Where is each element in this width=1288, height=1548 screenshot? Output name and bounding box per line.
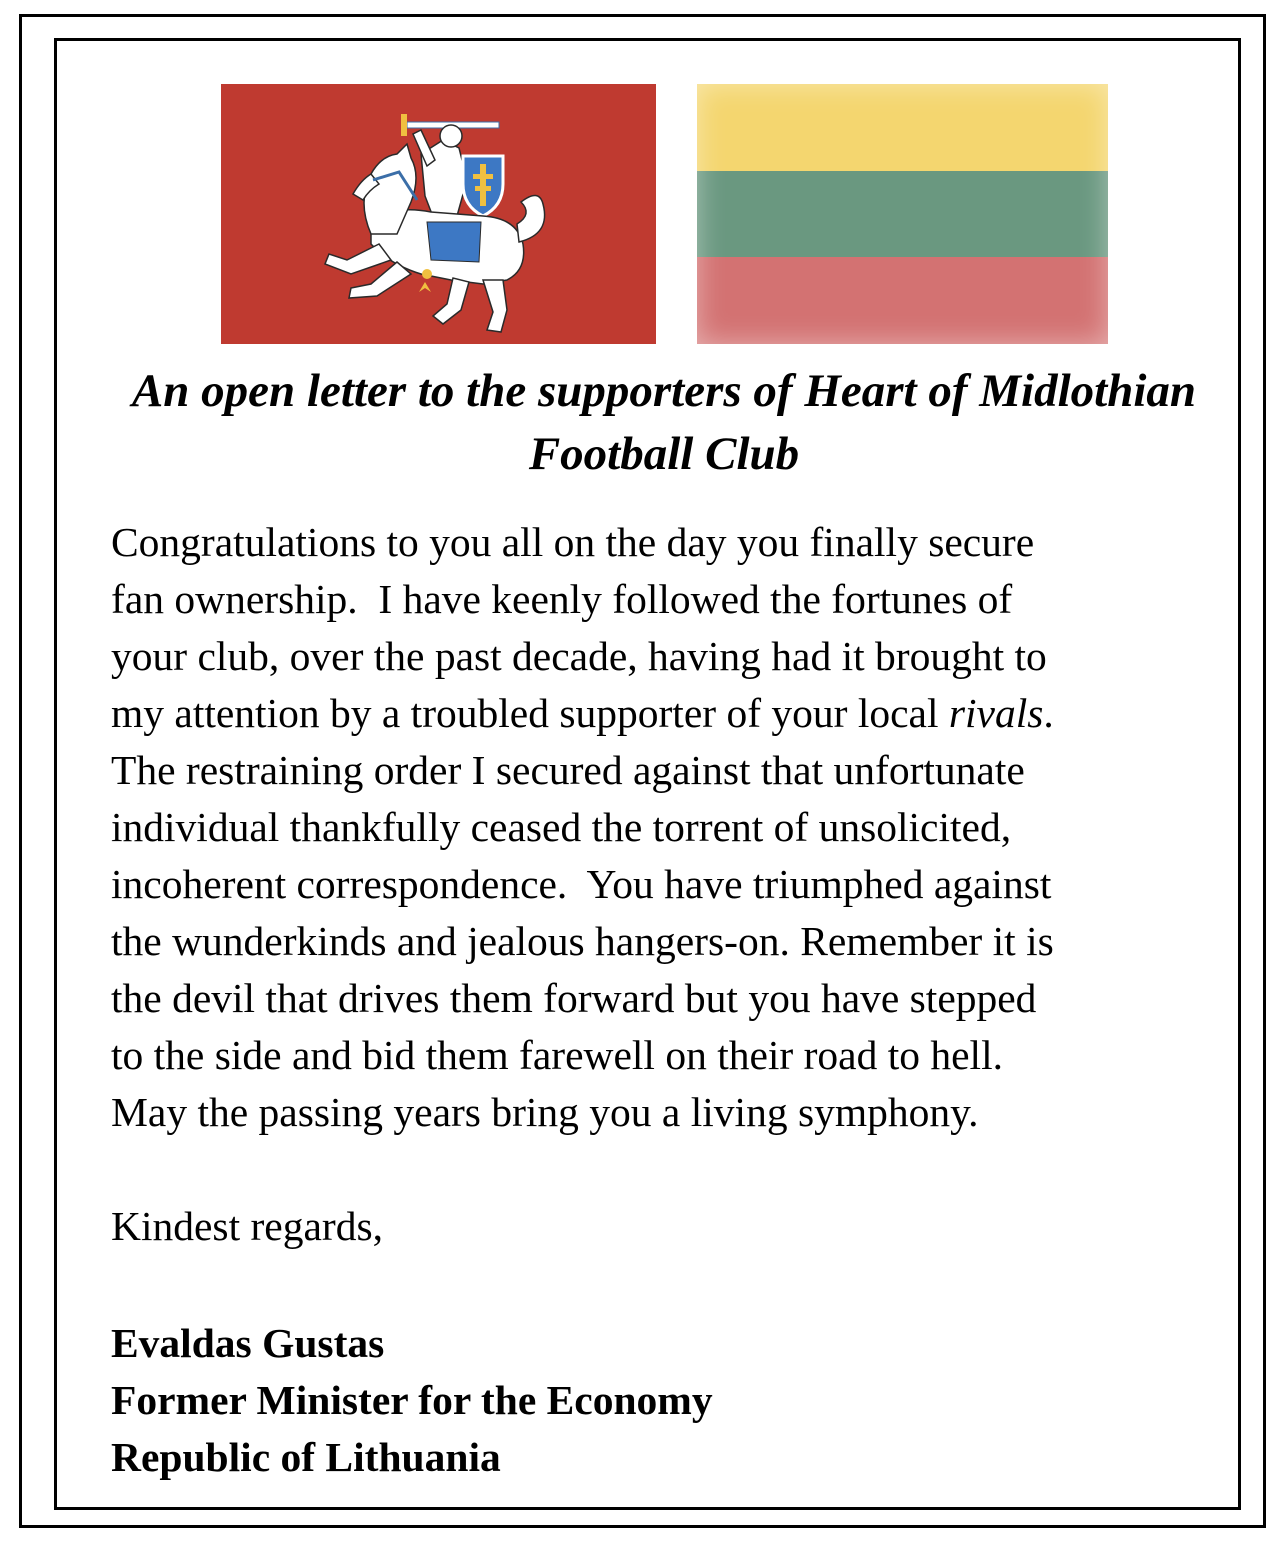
signature-title: Former Minister for the Economy — [111, 1377, 713, 1423]
italic-rivals: rivals — [948, 690, 1044, 736]
body-line: the devil that drives them forward but you have stepped — [111, 975, 1037, 1021]
flag-vignette — [697, 84, 1108, 344]
body-line: individual thankfully ceased the torrent of unsolicited, — [111, 804, 1012, 850]
body-line: the wunderkinds and jealous hangers-on. Remember it is — [111, 918, 1054, 964]
signature-country: Republic of Lithuania — [111, 1434, 501, 1480]
lithuanian-tricolor-flag — [697, 84, 1108, 344]
vytis-knight-icon — [221, 84, 656, 344]
italic-suffix: . — [1043, 690, 1054, 736]
body-line: May the passing years bring you a living symphony. — [111, 1089, 979, 1135]
vytis-flag — [221, 84, 656, 344]
body-line: Congratulations to you all on the day you finally secure — [111, 519, 1035, 565]
letter-closing: Kindest regards, — [111, 1203, 383, 1249]
signature-name: Evaldas Gustas — [111, 1320, 385, 1366]
body-line: incoherent correspondence. You have triumphed against — [111, 861, 1052, 907]
body-line: fan ownership. I have keenly followed the fortunes of — [111, 576, 1013, 622]
body-line-with-italic — [111, 685, 1221, 742]
letter-title: An open letter to the supporters of Heart of Midlothian Football Club — [131, 365, 1197, 480]
signature-block — [111, 1315, 713, 1486]
body-line-text: my attention by a troubled supporter of your local — [111, 690, 949, 736]
body-line: your club, over the past decade, having had it brought to — [111, 633, 1047, 679]
body-line: to the side and bid them farewell on their road to hell. — [111, 1032, 1003, 1078]
body-line: The restraining order I secured against that unfortunate — [111, 747, 1025, 793]
letter-body — [111, 514, 1221, 1141]
